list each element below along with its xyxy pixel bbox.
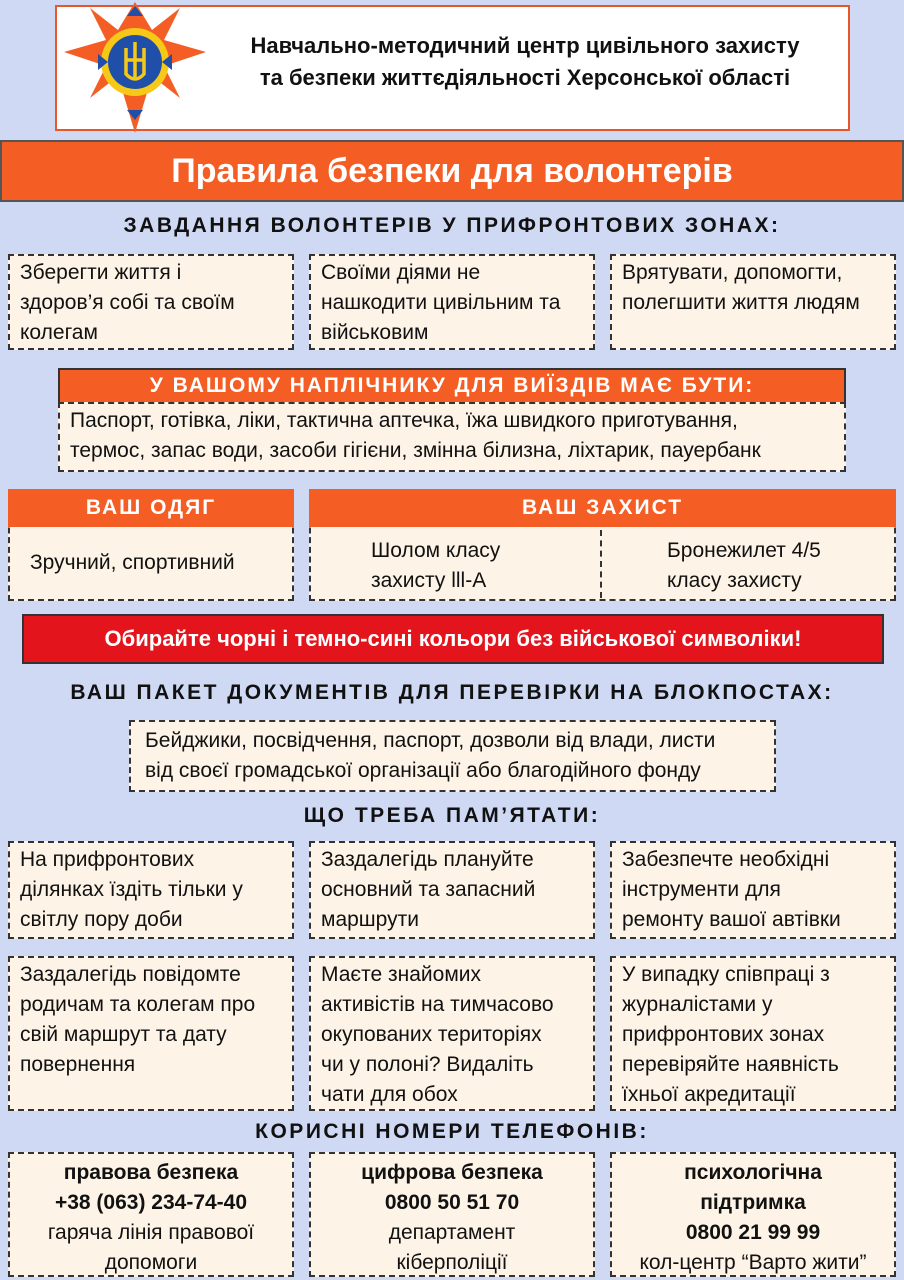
task-1-line: Зберегти життя і xyxy=(20,261,182,284)
remember-line: Заздалегідь плануйте xyxy=(321,848,534,871)
digital-title: цифрова безпека xyxy=(361,1161,543,1184)
vest-line: Бронежилет 4/5 xyxy=(667,539,821,562)
remember-line: основний та запасний xyxy=(321,878,536,901)
remember-heading: ЩО ТРЕБА ПАМ’ЯТАТИ: xyxy=(303,804,601,827)
psych-title1: психологічна xyxy=(684,1161,822,1184)
remember-card-1 xyxy=(8,841,294,939)
remember-line: окупованих територіях xyxy=(321,1023,542,1046)
vest-line: класу захисту xyxy=(667,569,802,592)
digital-number[interactable]: 0800 50 51 70 xyxy=(384,1191,520,1214)
documents-card xyxy=(129,720,776,792)
remember-line: повернення xyxy=(20,1053,136,1076)
legal-desc1: гаряча лінія правової xyxy=(47,1221,255,1244)
psych-number[interactable]: 0800 21 99 99 xyxy=(685,1221,821,1244)
legal-number[interactable]: +38 (063) 234-74-40 xyxy=(54,1191,248,1214)
psych-title2: підтримка xyxy=(700,1191,806,1214)
remember-line: ділянках їздіть тільки у xyxy=(20,878,243,901)
remember-line: перевіряйте наявність xyxy=(622,1053,839,1076)
task-3-line: Врятувати, допомогти, xyxy=(622,261,843,284)
remember-line: Забезпечте необхідні xyxy=(622,848,830,871)
protection-heading: ВАШ ЗАХИСТ xyxy=(309,489,896,527)
helmet-line: Шолом класу xyxy=(371,539,501,562)
legal-desc2: допомоги xyxy=(104,1251,198,1274)
task-3-line: полегшити життя людям xyxy=(622,291,860,314)
remember-line: ремонту вашої автівки xyxy=(622,908,841,931)
legal-title: правова безпека xyxy=(63,1161,239,1184)
task-card-3 xyxy=(610,254,896,350)
tasks-heading: ЗАВДАННЯ ВОЛОНТЕРІВ У ПРИФРОНТОВИХ ЗОНАХ: xyxy=(123,214,781,237)
remember-line: інструменти для xyxy=(622,878,781,901)
remember-line: маршрути xyxy=(321,908,419,931)
backpack-heading: У ВАШОМУ НАПЛІЧНИКУ ДЛЯ ВИЇЗДІВ МАЄ БУТИ: xyxy=(58,368,846,404)
warning-banner: Обирайте чорні і темно-сині кольори без військової символіки! xyxy=(22,614,884,664)
remember-line: журналістами у xyxy=(622,993,773,1016)
documents-heading: ВАШ ПАКЕТ ДОКУМЕНТІВ ДЛЯ ПЕРЕВІРКИ НА БЛОКПОСТАХ: xyxy=(70,681,834,704)
remember-line: свій маршрут та дату xyxy=(20,1023,227,1046)
digital-desc1: департамент xyxy=(388,1221,516,1244)
organization-name xyxy=(200,30,850,94)
vest-text xyxy=(667,536,821,596)
phones-heading: КОРИСНІ НОМЕРИ ТЕЛЕФОНІВ: xyxy=(255,1120,649,1143)
remember-line: активістів на тимчасово xyxy=(321,993,554,1016)
remember-card-3 xyxy=(610,841,896,939)
task-card-1 xyxy=(8,254,294,350)
task-card-2 xyxy=(309,254,595,350)
task-2-line: військовим xyxy=(321,321,429,344)
documents-line2: від своєї громадської організації або благодійного фонду xyxy=(145,759,701,782)
backpack-card xyxy=(58,402,846,472)
remember-line: чати для обох xyxy=(321,1083,458,1106)
remember-card-6 xyxy=(610,956,896,1111)
remember-line: чи у полоні? Видаліть xyxy=(321,1053,534,1076)
org-name-line2: та безпеки життєдіяльності Херсонської області xyxy=(259,65,791,90)
clothing-text: Зручний, спортивний xyxy=(30,551,235,574)
clothing-heading: ВАШ ОДЯГ xyxy=(8,489,294,527)
task-2-line: Своїми діями не xyxy=(321,261,481,284)
documents-line1: Бейджики, посвідчення, паспорт, дозволи від влади, листи xyxy=(145,729,716,752)
remember-line: прифронтових зонах xyxy=(622,1023,825,1046)
protection-divider xyxy=(600,530,602,598)
phone-card-psych xyxy=(610,1152,896,1277)
task-2-line: нашкодити цивільним та xyxy=(321,291,561,314)
page-title: Правила безпеки для волонтерів xyxy=(0,140,904,202)
remember-line: На прифронтових xyxy=(20,848,195,871)
remember-line: їхньої акредитації xyxy=(622,1083,796,1106)
org-name-line1: Навчально-методичний центр цивільного захисту xyxy=(250,33,800,58)
remember-card-5 xyxy=(309,956,595,1111)
helmet-text xyxy=(371,536,500,596)
helmet-line: захисту lll-A xyxy=(371,569,487,592)
remember-line: У випадку співпраці з xyxy=(622,963,830,986)
remember-line: Заздалегідь повідомте xyxy=(20,963,241,986)
backpack-line2: термос, запас води, засоби гігієни, змінна білизна, ліхтарик, пауербанк xyxy=(70,439,761,462)
phone-card-digital xyxy=(309,1152,595,1277)
backpack-line1: Паспорт, готівка, ліки, тактична аптечка, їжа швидкого приготування, xyxy=(70,409,738,432)
remember-card-4 xyxy=(8,956,294,1111)
remember-line: родичам та колегам про xyxy=(20,993,256,1016)
civil-defense-cross-icon xyxy=(60,0,210,135)
task-1-line: колегам xyxy=(20,321,98,344)
remember-line: світлу пору доби xyxy=(20,908,183,931)
digital-desc2: кіберполіції xyxy=(396,1251,508,1274)
remember-line: Маєте знайомих xyxy=(321,963,482,986)
psych-desc1: кол-центр “Варто жити” xyxy=(639,1251,867,1274)
remember-card-2 xyxy=(309,841,595,939)
phone-card-legal xyxy=(8,1152,294,1277)
task-1-line: здоров’я собі та своїм xyxy=(20,291,235,314)
